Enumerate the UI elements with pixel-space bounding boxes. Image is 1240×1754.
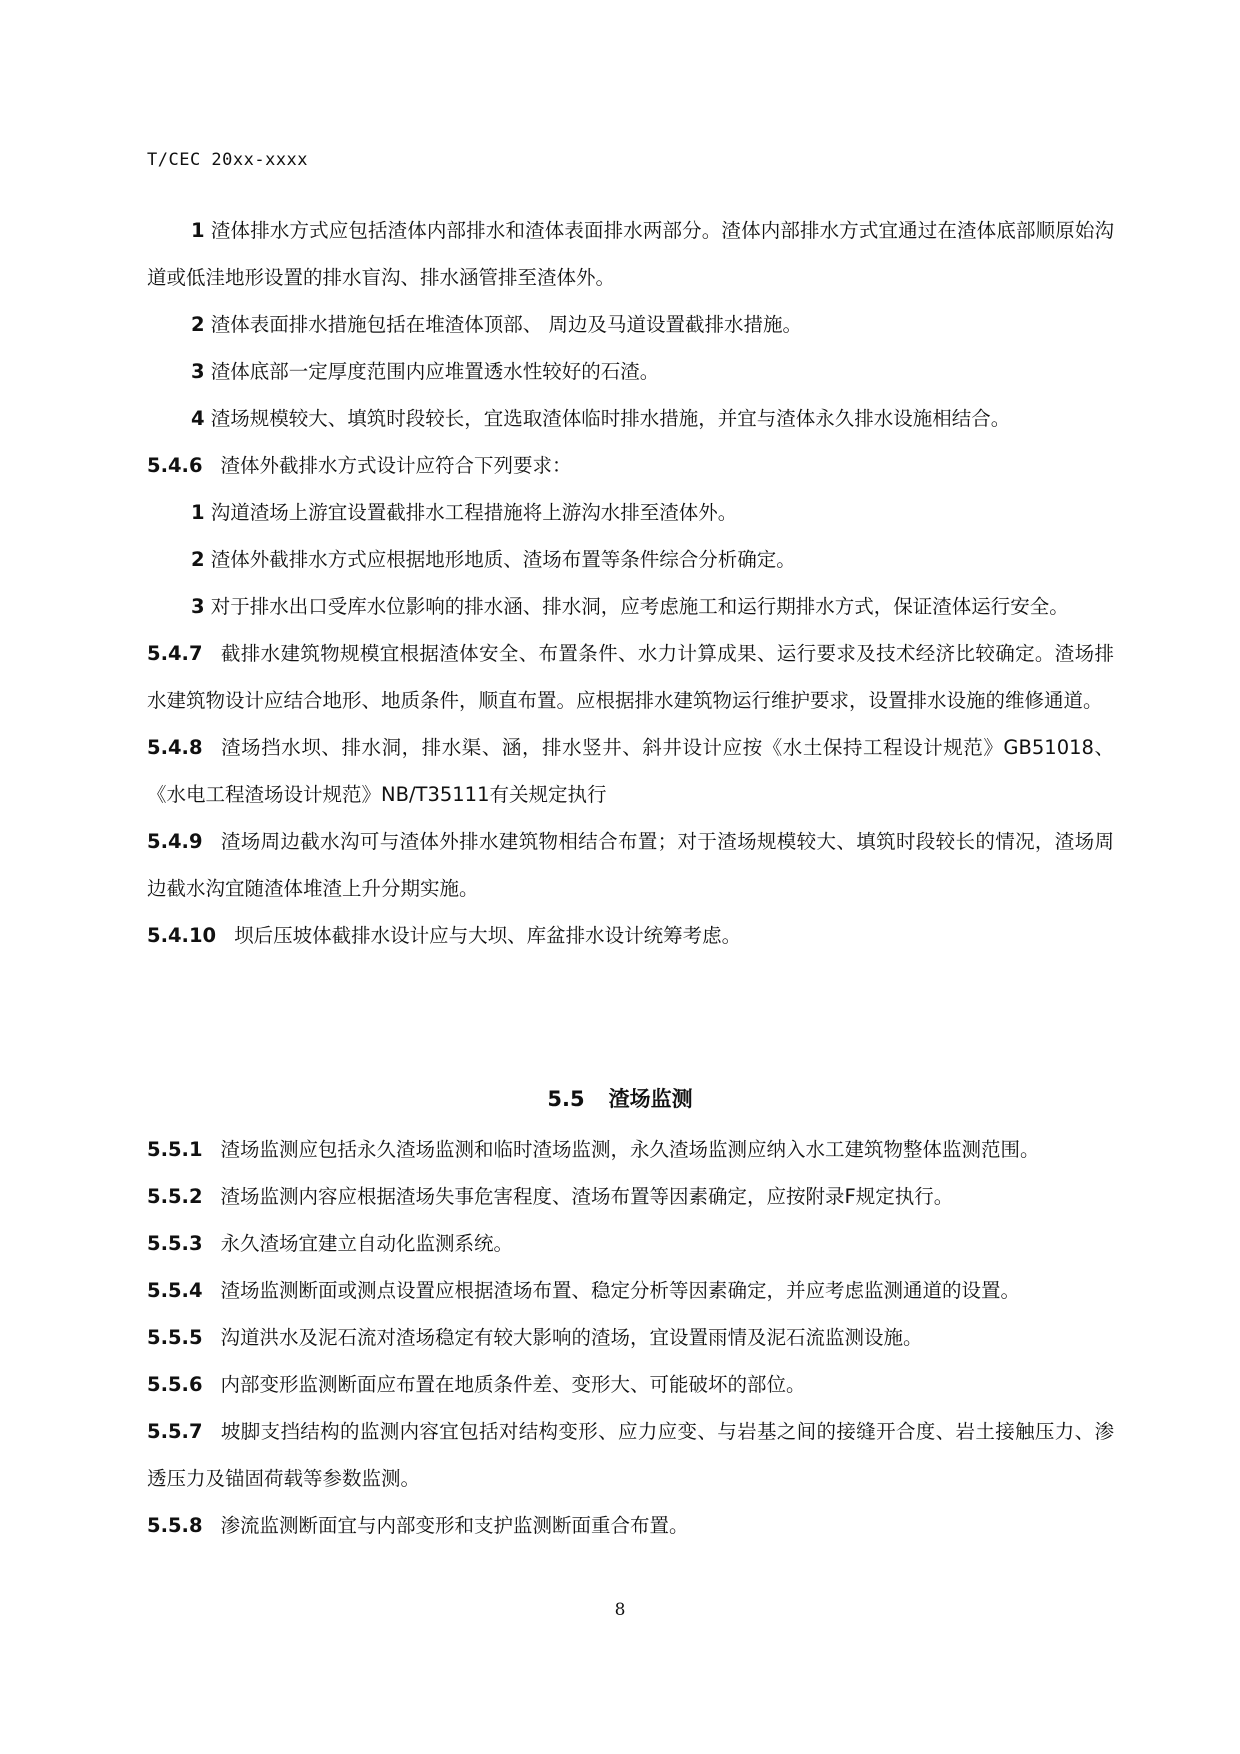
section-number: 5.5 xyxy=(547,1087,585,1111)
clause-text: 渣场监测内容应根据渣场失事危害程度、渣场布置等因素确定，应按附录F规定执行。 xyxy=(220,1185,954,1208)
clause-5-4-9 xyxy=(147,818,1114,912)
clause-5-5-3 xyxy=(147,1220,1114,1267)
clause-text: 渣场挡水坝、排水洞，排水渠、涵，排水竖井、斜井设计应按《水土保持工程设计规范》GB51018、《水电工程渣场设计规范》NB/T35111有关规定执行 xyxy=(147,736,1114,806)
section-5-5-body xyxy=(147,1126,1114,1549)
item-text: 渣体排水方式应包括渣体内部排水和渣体表面排水两部分。渣体内部排水方式宜通过在渣体底部顺原始沟道或低洼地形设置的排水盲沟、排水涵管排至渣体外。 xyxy=(147,219,1114,289)
clause-text: 渣场监测断面或测点设置应根据渣场布置、稳定分析等因素确定，并应考虑监测通道的设置。 xyxy=(220,1279,1021,1302)
clause-5-5-8 xyxy=(147,1502,1114,1549)
list-item xyxy=(147,395,1114,442)
clause-number: 5.5.6 xyxy=(147,1373,203,1396)
document-code-header: T/CEC 20xx-xxxx xyxy=(147,150,309,170)
item-text: 渣体外截排水方式应根据地形地质、渣场布置等条件综合分析确定。 xyxy=(210,548,796,571)
clause-5-4-7 xyxy=(147,630,1114,724)
item-text: 对于排水出口受库水位影响的排水涵、排水洞，应考虑施工和运行期排水方式，保证渣体运行安全。 xyxy=(210,595,1069,618)
clause-text: 坡脚支挡结构的监测内容宜包括对结构变形、应力应变、与岩基之间的接缝开合度、岩土接触压力、渗透压力及锚固荷载等参数监测。 xyxy=(147,1420,1114,1490)
item-text: 渣场规模较大、填筑时段较长，宜选取渣体临时排水措施，并宜与渣体永久排水设施相结合。 xyxy=(210,407,1011,430)
clause-text: 渣体外截排水方式设计应符合下列要求： xyxy=(220,454,572,477)
item-number: 3 xyxy=(191,360,205,383)
clause-5-5-5 xyxy=(147,1314,1114,1361)
clause-5-4-10 xyxy=(147,912,1114,959)
clause-number: 5.5.1 xyxy=(147,1138,203,1161)
clause-text: 截排水建筑物规模宜根据渣体安全、布置条件、水力计算成果、运行要求及技术经济比较确定。渣场排水建筑物设计应结合地形、地质条件，顺直布置。应根据排水建筑物运行维护要求，设置排水设施的维修通道。 xyxy=(147,642,1114,712)
item-text: 渣体底部一定厚度范围内应堆置透水性较好的石渣。 xyxy=(210,360,660,383)
item-number: 3 xyxy=(191,595,205,618)
clause-number: 5.5.5 xyxy=(147,1326,203,1349)
clause-number: 5.5.2 xyxy=(147,1185,203,1208)
clause-number: 5.5.8 xyxy=(147,1514,203,1537)
list-item xyxy=(147,207,1114,301)
clause-5-5-2 xyxy=(147,1173,1114,1220)
section-5-4-continuation xyxy=(147,207,1114,959)
list-item xyxy=(147,489,1114,536)
item-number: 2 xyxy=(191,313,205,336)
clause-text: 渣场周边截水沟可与渣体外排水建筑物相结合布置；对于渣场规模较大、填筑时段较长的情况，渣场周边截水沟宜随渣体堆渣上升分期实施。 xyxy=(147,830,1114,900)
item-text: 沟道渣场上游宜设置截排水工程措施将上游沟水排至渣体外。 xyxy=(210,501,738,524)
clause-number: 5.4.6 xyxy=(147,454,203,477)
page-number: 8 xyxy=(614,1600,626,1620)
clause-number: 5.4.8 xyxy=(147,736,203,759)
clause-5-5-1 xyxy=(147,1126,1114,1173)
item-number: 1 xyxy=(191,219,205,242)
clause-number: 5.5.4 xyxy=(147,1279,203,1302)
clause-number: 5.5.7 xyxy=(147,1420,203,1443)
clause-5-4-8 xyxy=(147,724,1114,818)
clause-text: 坝后压坡体截排水设计应与大坝、库盆排水设计统筹考虑。 xyxy=(234,924,742,947)
item-number: 1 xyxy=(191,501,205,524)
clause-text: 渣场监测应包括永久渣场监测和临时渣场监测，永久渣场监测应纳入水工建筑物整体监测范围。 xyxy=(220,1138,1040,1161)
clause-text: 渗流监测断面宜与内部变形和支护监测断面重合布置。 xyxy=(220,1514,689,1537)
clause-5-4-6 xyxy=(147,442,1114,489)
list-item xyxy=(147,348,1114,395)
clause-number: 5.5.3 xyxy=(147,1232,203,1255)
item-number: 2 xyxy=(191,548,205,571)
item-number: 4 xyxy=(191,407,205,430)
clause-number: 5.4.7 xyxy=(147,642,203,665)
clause-5-5-6 xyxy=(147,1361,1114,1408)
section-heading-5-5 xyxy=(0,1083,1240,1113)
list-item xyxy=(147,583,1114,630)
list-item xyxy=(147,301,1114,348)
clause-number: 5.4.10 xyxy=(147,924,217,947)
clause-5-5-7 xyxy=(147,1408,1114,1502)
clause-number: 5.4.9 xyxy=(147,830,203,853)
item-text: 渣体表面排水措施包括在堆渣体顶部、 周边及马道设置截排水措施。 xyxy=(210,313,802,336)
section-title-text: 渣场监测 xyxy=(608,1087,693,1111)
clause-5-5-4 xyxy=(147,1267,1114,1314)
list-item xyxy=(147,536,1114,583)
clause-text: 永久渣场宜建立自动化监测系统。 xyxy=(220,1232,514,1255)
clause-text: 内部变形监测断面应布置在地质条件差、变形大、可能破坏的部位。 xyxy=(220,1373,806,1396)
clause-text: 沟道洪水及泥石流对渣场稳定有较大影响的渣场，宜设置雨情及泥石流监测设施。 xyxy=(220,1326,923,1349)
